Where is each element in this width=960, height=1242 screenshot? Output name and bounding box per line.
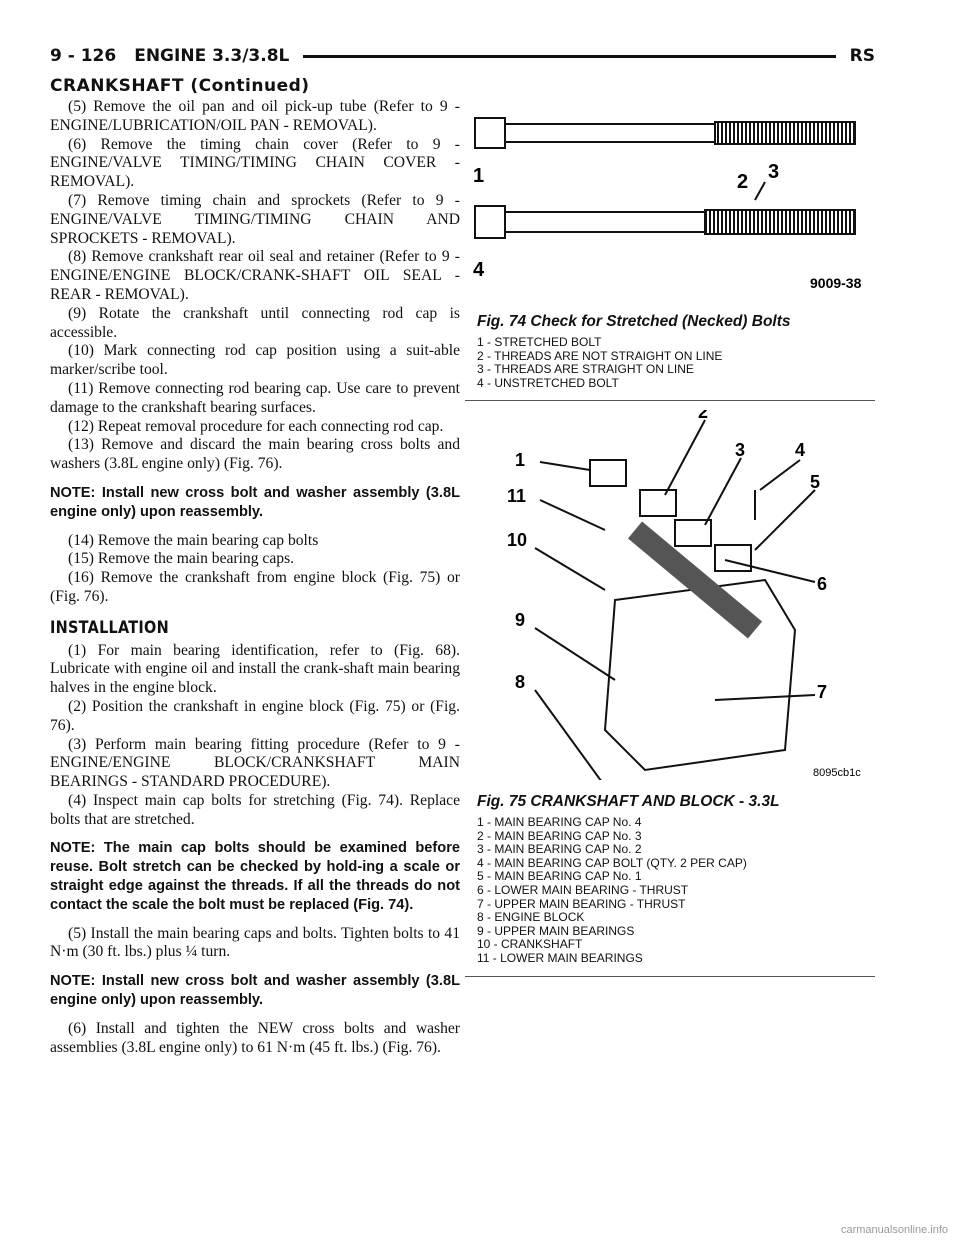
svg-text:9: 9 (515, 610, 526, 630)
legend-item: 1 - STRETCHED BOLT (477, 335, 602, 349)
procedure-step: (5) Remove the oil pan and oil pick-up tube (Refer to 9 - ENGINE/LUBRICATION/OIL PAN - REMOVAL). (50, 98, 460, 134)
header-rule (303, 55, 835, 58)
legend-item: 3 - MAIN BEARING CAP No. 2 (477, 842, 642, 857)
procedure-step: (2) Position the crankshaft in engine block (Fig. 75) or (Fig. 76). (50, 697, 460, 734)
procedure-step: (16) Remove the crankshaft from engine block (Fig. 75) or (Fig. 76). (50, 569, 460, 605)
legend-item: 2 - THREADS ARE NOT STRAIGHT ON LINE (477, 348, 723, 363)
figure-caption: Fig. 75 CRANKSHAFT AND BLOCK - 3.3L (477, 793, 780, 810)
procedure-step: (1) For main bearing identification, refer to (Fig. 68). Lubricate with engine oil and install the crank-shaft main bearing halves in the engine block. (50, 641, 460, 697)
legend-item: 7 - UPPER MAIN BEARING - THRUST (477, 896, 686, 911)
page-header (50, 44, 875, 68)
note-paragraph: NOTE: Install new cross bolt and washer assembly (3.8L engine only) upon reassembly. (50, 484, 460, 520)
procedure-step: (13) Remove and discard the main bearing cross bolts and washers (3.8L engine only) (Fig. 76). (50, 436, 460, 473)
section-title: CRANKSHAFT (Continued) (50, 76, 310, 96)
section-heading: INSTALLATION (50, 617, 169, 638)
procedure-step: (6) Remove the timing chain cover (Refer to 9 - ENGINE/VALVE TIMING/TIMING CHAIN COVER - REMOVAL). (50, 135, 460, 191)
header-title: ENGINE 3.3/3.8L (134, 46, 290, 66)
note-paragraph: NOTE: The main cap bolts should be examined before reuse. Bolt stretch can be checked by hold-ing a scale or straight edge against the threads. If all the threads do not contact the scale the bolt must be replaced (Fig. 74). (50, 840, 460, 913)
procedure-step: (8) Remove crankshaft rear oil seal and retainer (Refer to 9 - ENGINE/ENGINE BLOCK/CRANK-SHAFT OIL SEAL - REAR - REMOVAL). (50, 248, 460, 303)
procedure-step: (4) Inspect main cap bolts for stretching (Fig. 74). Replace bolts that are stretched. (50, 791, 460, 828)
note-paragraph: NOTE: Install new cross bolt and washer assembly (3.8L engine only) upon reassembly. (50, 973, 460, 1009)
svg-text:5: 5 (810, 472, 821, 492)
figure-code: 9009-38 (810, 275, 862, 291)
callout-1: 1 (473, 165, 485, 187)
legend-item: 10 - CRANKSHAFT (477, 937, 583, 952)
procedure-step: (9) Rotate the crankshaft until connecting rod cap is accessible. (50, 304, 460, 341)
crankshaft-block-illustration (465, 410, 875, 780)
callout-2: 2 (737, 171, 749, 193)
legend-item: 4 - MAIN BEARING CAP BOLT (QTY. 2 PER CAP) (477, 855, 747, 870)
svg-text:8: 8 (515, 672, 526, 692)
svg-text:3: 3 (735, 440, 746, 460)
callout-3: 3 (768, 161, 780, 183)
svg-text:10: 10 (507, 530, 528, 550)
figure-caption: Fig. 74 Check for Stretched (Necked) Bolts (477, 313, 791, 330)
procedure-step: (11) Remove connecting rod bearing cap. Use care to prevent damage to the crankshaft bearing surfaces. (50, 379, 460, 416)
page-number: 9 - 126 (50, 46, 117, 66)
watermark: carmanualsonline.info (840, 1224, 948, 1236)
svg-text:11: 11 (507, 486, 527, 506)
svg-text:6: 6 (817, 574, 828, 594)
legend-item: 1 - MAIN BEARING CAP No. 4 (477, 815, 642, 829)
legend-item: 3 - THREADS ARE STRAIGHT ON LINE (477, 362, 694, 377)
figure-74 (465, 104, 875, 401)
figure-code: 8095cb1c (813, 767, 861, 779)
legend-item: 5 - MAIN BEARING CAP No. 1 (477, 869, 642, 884)
legend-item: 4 - UNSTRETCHED BOLT (477, 375, 619, 390)
figure-75 (465, 410, 875, 977)
legend-item: 6 - LOWER MAIN BEARING - THRUST (477, 882, 689, 897)
legend-item: 9 - UPPER MAIN BEARINGS (477, 923, 635, 938)
header-code: RS (849, 46, 875, 66)
callout-4: 4 (473, 259, 485, 281)
figure-legend (465, 336, 875, 401)
svg-text:2: 2 (698, 410, 709, 422)
legend-item: 11 - LOWER MAIN BEARINGS (477, 950, 643, 965)
body-column (50, 98, 460, 1057)
procedure-step: (6) Install and tighten the NEW cross bolts and washer assemblies (3.8L engine only) to 61 N·m (45 ft. lbs.) (Fig. 76). (50, 1019, 460, 1056)
procedure-step: (3) Perform main bearing fitting procedure (Refer to 9 - ENGINE/ENGINE BLOCK/CRANKSHAFT MAIN BEARINGS - STANDARD PROCEDURE). (50, 735, 460, 791)
figure-legend (465, 816, 875, 977)
procedure-step: (12) Repeat removal procedure for each connecting rod cap. (68, 417, 444, 435)
svg-text:4: 4 (795, 440, 806, 460)
legend-item: 8 - ENGINE BLOCK (477, 910, 585, 925)
procedure-step: (10) Mark connecting rod cap position using a suit-able marker/scribe tool. (50, 342, 460, 379)
procedure-step: (14) Remove the main bearing cap bolts (68, 531, 319, 549)
procedure-step: (7) Remove timing chain and sprockets (Refer to 9 - ENGINE/VALVE TIMING/TIMING CHAIN AND SPROCKETS - REMOVAL). (50, 191, 460, 247)
svg-text:7: 7 (817, 682, 828, 702)
bolt-illustration (465, 104, 875, 304)
procedure-step: (5) Install the main bearing caps and bolts. Tighten bolts to 41 N·m (30 ft. lbs.) plus ¼ turn. (50, 924, 460, 961)
svg-text:1: 1 (515, 450, 526, 470)
legend-item: 2 - MAIN BEARING CAP No. 3 (477, 828, 642, 843)
procedure-step: (15) Remove the main bearing caps. (68, 550, 295, 568)
